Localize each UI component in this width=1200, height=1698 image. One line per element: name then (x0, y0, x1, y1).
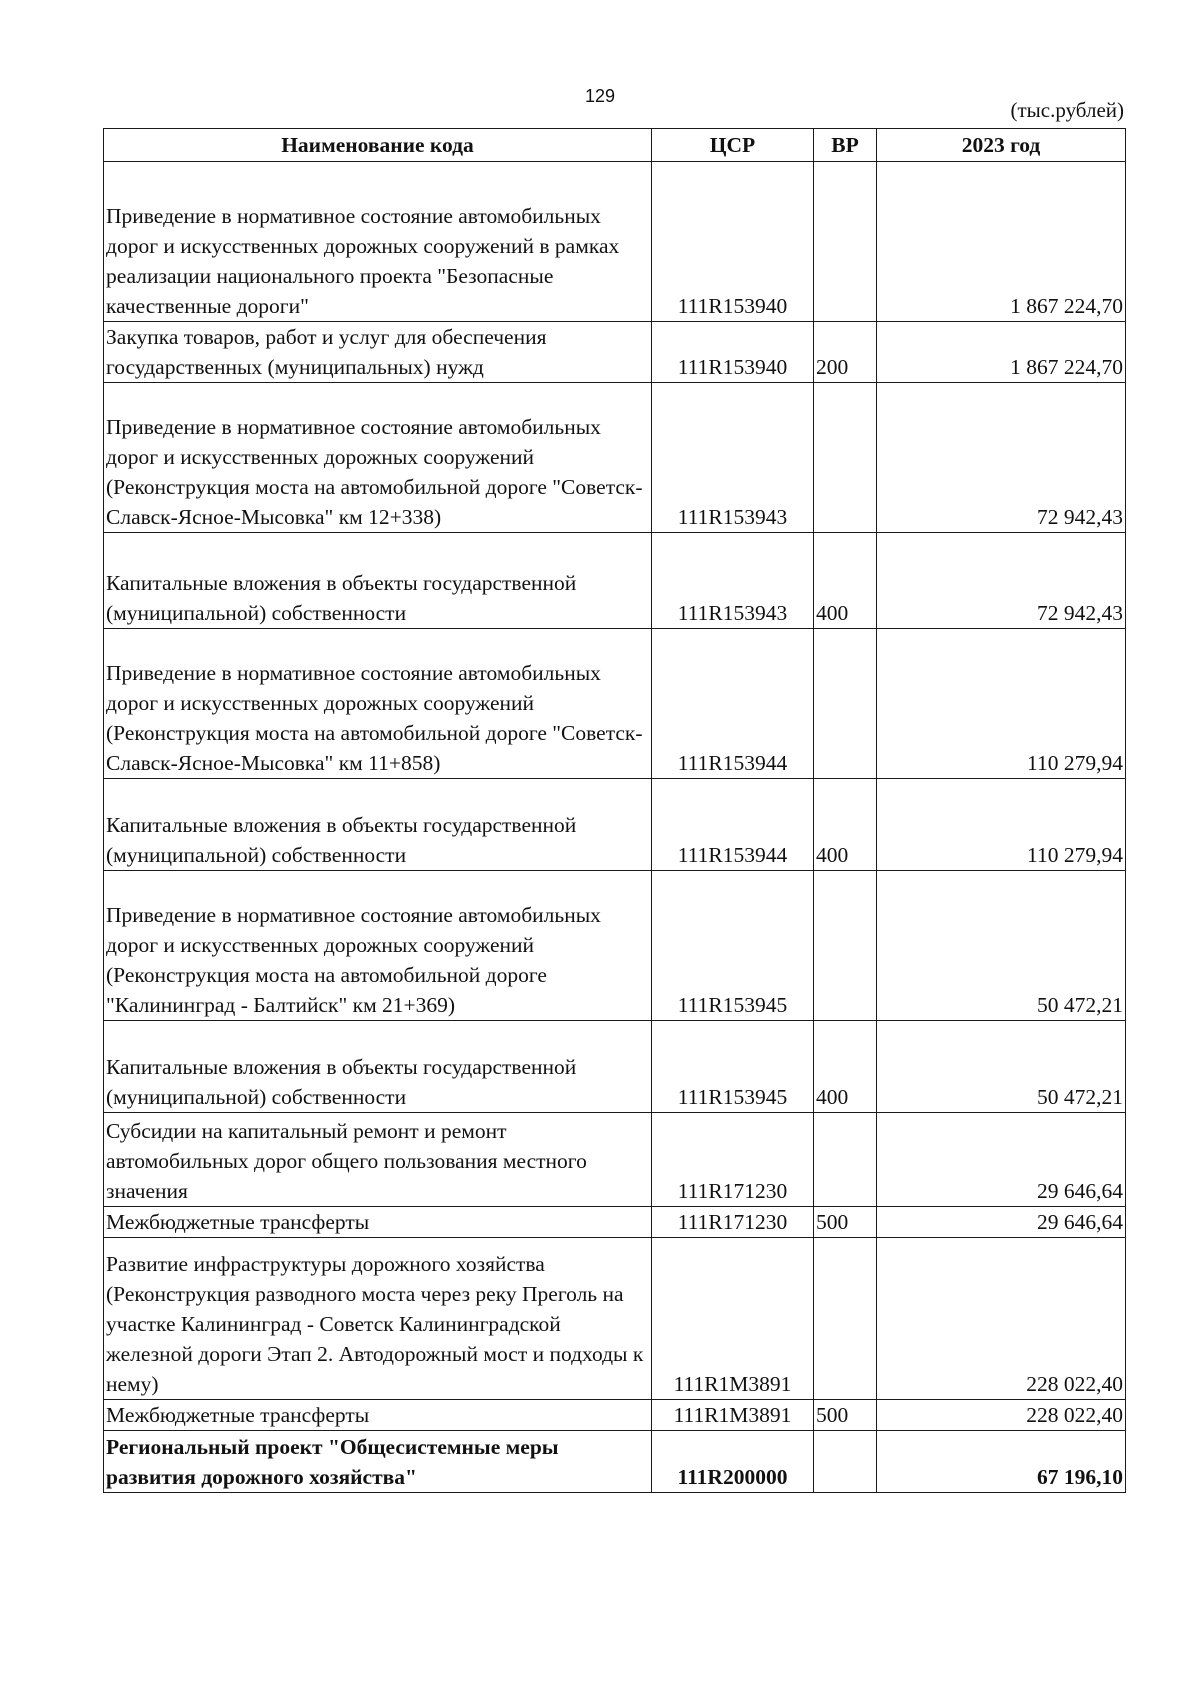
row-code: 111R153945 (652, 871, 814, 1021)
row-code: 111R171230 (652, 1113, 814, 1207)
row-amount: 29 646,64 (877, 1113, 1126, 1207)
table-row (104, 1400, 1126, 1431)
row-name: Приведение в нормативное состояние автомобильных дорог и искусственных дорожных сооружений (Реконструкция моста на автомобильной дороге "Калининград - Балтийск" км 21+369) (104, 871, 652, 1021)
row-code: 111R1M3891 (652, 1400, 814, 1431)
row-name: Приведение в нормативное состояние автомобильных дорог и искусственных дорожных сооружений (Реконструкция моста на автомобильной дороге "Советск-Славск-Ясное-Мысовка" км 12+338) (104, 383, 652, 533)
row-code: 111R153945 (652, 1021, 814, 1113)
row-vr (814, 629, 877, 779)
row-amount: 1 867 224,70 (877, 322, 1126, 383)
row-code: 111R171230 (652, 1207, 814, 1238)
table-row (104, 779, 1126, 871)
row-code: 111R153943 (652, 383, 814, 533)
row-name: Развитие инфраструктуры дорожного хозяйства (Реконструкция разводного моста через реку Преголь на участке Калининград - Советск Калининградской железной дороги Этап 2. Автодорожный мост и подходы к нему) (104, 1238, 652, 1400)
table-row (104, 1431, 1126, 1493)
row-amount: 72 942,43 (877, 383, 1126, 533)
table-row (104, 629, 1126, 779)
row-vr: 400 (814, 1021, 877, 1113)
row-name: Приведение в нормативное состояние автомобильных дорог и искусственных дорожных сооружений (Реконструкция моста на автомобильной дороге "Советск-Славск-Ясное-Мысовка" км 11+858) (104, 629, 652, 779)
row-code: 111R153940 (652, 162, 814, 322)
row-name: Капитальные вложения в объекты государственной (муниципальной) собственности (104, 533, 652, 629)
row-amount: 228 022,40 (877, 1400, 1126, 1431)
row-vr: 400 (814, 779, 877, 871)
row-vr (814, 1431, 877, 1493)
header-vr: ВР (814, 129, 877, 162)
row-vr: 400 (814, 533, 877, 629)
row-vr (814, 1238, 877, 1400)
row-amount: 110 279,94 (877, 779, 1126, 871)
row-name: Приведение в нормативное состояние автомобильных дорог и искусственных дорожных сооружений в рамках реализации национального проекта "Безопасные качественные дороги" (104, 162, 652, 322)
row-vr: 500 (814, 1400, 877, 1431)
table-row (104, 1207, 1126, 1238)
row-amount: 110 279,94 (877, 629, 1126, 779)
row-name: Региональный проект "Общесистемные меры развития дорожного хозяйства" (104, 1431, 652, 1493)
row-vr: 500 (814, 1207, 877, 1238)
row-code: 111R153943 (652, 533, 814, 629)
row-amount: 50 472,21 (877, 871, 1126, 1021)
row-name: Закупка товаров, работ и услуг для обеспечения государственных (муниципальных) нужд (104, 322, 652, 383)
row-vr (814, 383, 877, 533)
row-code: 111R200000 (652, 1431, 814, 1493)
page-number: 129 (584, 86, 616, 106)
row-vr (814, 162, 877, 322)
row-code: 111R153944 (652, 779, 814, 871)
table-row (104, 383, 1126, 533)
row-amount: 72 942,43 (877, 533, 1126, 629)
row-code: 111R153940 (652, 322, 814, 383)
budget-table (103, 128, 1126, 1493)
row-code: 111R153944 (652, 629, 814, 779)
row-amount: 228 022,40 (877, 1238, 1126, 1400)
row-amount: 50 472,21 (877, 1021, 1126, 1113)
table-row (104, 162, 1126, 322)
table-row (104, 533, 1126, 629)
header-csr: ЦСР (652, 129, 814, 162)
header-year: 2023 год (877, 129, 1126, 162)
table-row (104, 1238, 1126, 1400)
row-amount: 67 196,10 (877, 1431, 1126, 1493)
table-row (104, 1113, 1126, 1207)
row-code: 111R1M3891 (652, 1238, 814, 1400)
row-amount: 29 646,64 (877, 1207, 1126, 1238)
table-row (104, 322, 1126, 383)
table-row (104, 871, 1126, 1021)
header-name: Наименование кода (104, 129, 652, 162)
row-name: Капитальные вложения в объекты государственной (муниципальной) собственности (104, 779, 652, 871)
units-label: (тыс.рублей) (1010, 98, 1124, 122)
row-name: Межбюджетные трансферты (104, 1400, 652, 1431)
row-name: Капитальные вложения в объекты государственной (муниципальной) собственности (104, 1021, 652, 1113)
table-row (104, 1021, 1126, 1113)
row-vr (814, 1113, 877, 1207)
row-name: Субсидии на капитальный ремонт и ремонт автомобильных дорог общего пользования местного значения (104, 1113, 652, 1207)
row-amount: 1 867 224,70 (877, 162, 1126, 322)
row-vr: 200 (814, 322, 877, 383)
row-name: Межбюджетные трансферты (104, 1207, 652, 1238)
table-header-row (104, 129, 1126, 162)
row-vr (814, 871, 877, 1021)
